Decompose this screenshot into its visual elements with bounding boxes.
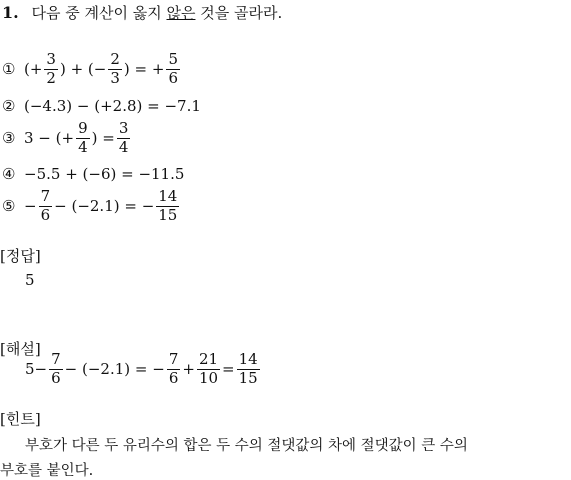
expr-part: ) + (− <box>59 60 107 79</box>
fraction <box>39 189 53 224</box>
numerator: 7 <box>168 350 179 368</box>
option-1 <box>2 52 182 87</box>
expr-part: 5− <box>25 360 48 379</box>
fraction <box>156 189 179 224</box>
numerator: 7 <box>51 350 61 368</box>
option-expression <box>24 52 182 87</box>
fraction <box>108 52 122 87</box>
denominator: 6 <box>168 368 179 387</box>
option-mark: ⑤ <box>2 197 16 216</box>
option-mark: ① <box>2 60 16 79</box>
numerator: 3 <box>118 119 129 137</box>
fraction <box>44 52 58 87</box>
option-3 <box>2 121 132 156</box>
numerator: 14 <box>238 350 258 368</box>
option-mark: ② <box>2 97 16 115</box>
option-expression <box>24 121 132 156</box>
stem-text: 다음 중 계산이 옳지 <box>31 4 167 22</box>
numerator: 2 <box>110 50 120 68</box>
explanation-expression <box>25 352 262 387</box>
question-stem <box>2 2 282 23</box>
expr-part: − (−2.1) = − <box>64 360 165 379</box>
expr-part: = <box>222 360 235 379</box>
option-expression: −5.5 + (−6) = −11.5 <box>24 165 185 183</box>
expr-part: ) = <box>91 129 115 148</box>
option-mark: ④ <box>2 165 16 183</box>
option-2 <box>2 97 201 115</box>
question-number: 1. <box>2 3 19 22</box>
numerator: 14 <box>158 187 178 205</box>
fraction <box>197 352 220 387</box>
expr-part: − <box>24 197 37 216</box>
denominator: 4 <box>78 137 88 156</box>
expr-part: + <box>182 360 195 379</box>
option-expression <box>24 189 181 224</box>
fraction <box>76 121 90 156</box>
numerator: 5 <box>168 50 178 68</box>
numerator: 7 <box>40 187 51 205</box>
expr-part: (+ <box>24 60 43 79</box>
hint-label: [힌트] <box>0 410 41 428</box>
option-5 <box>2 189 181 224</box>
fraction <box>49 352 63 387</box>
fraction <box>117 121 131 156</box>
expr-part: − (−2.1) = − <box>54 197 155 216</box>
explanation-label: [해설] <box>0 340 41 358</box>
denominator: 6 <box>51 368 61 387</box>
denominator: 15 <box>238 368 258 387</box>
option-4 <box>2 165 184 183</box>
expr-part: ) = + <box>123 60 165 79</box>
expr-part: 3 − (+ <box>24 129 75 148</box>
hint-text-line1: 부호가 다른 두 유리수의 합은 두 수의 절댓값의 차에 절댓값이 큰 수의 <box>25 438 468 454</box>
denominator: 3 <box>110 68 120 87</box>
explanation-math <box>25 352 262 387</box>
numerator: 9 <box>78 119 88 137</box>
denominator: 10 <box>198 368 219 387</box>
denominator: 6 <box>40 205 51 224</box>
denominator: 4 <box>118 137 129 156</box>
fraction <box>166 52 180 87</box>
option-mark: ③ <box>2 129 16 148</box>
stem-text-end: 것을 골라라. <box>195 4 283 22</box>
answer-value: 5 <box>25 271 35 289</box>
denominator: 6 <box>168 68 178 87</box>
numerator: 21 <box>198 350 219 368</box>
denominator: 15 <box>158 205 178 224</box>
answer-label: [정답] <box>0 247 41 265</box>
hint-text-line2: 부호를 붙인다. <box>0 463 94 479</box>
denominator: 2 <box>46 68 56 87</box>
stem-underline: 않은 <box>166 4 196 22</box>
option-expression: (−4.3) − (+2.8) = −7.1 <box>24 97 201 115</box>
fraction <box>167 352 181 387</box>
numerator: 3 <box>46 50 56 68</box>
fraction <box>237 352 260 387</box>
